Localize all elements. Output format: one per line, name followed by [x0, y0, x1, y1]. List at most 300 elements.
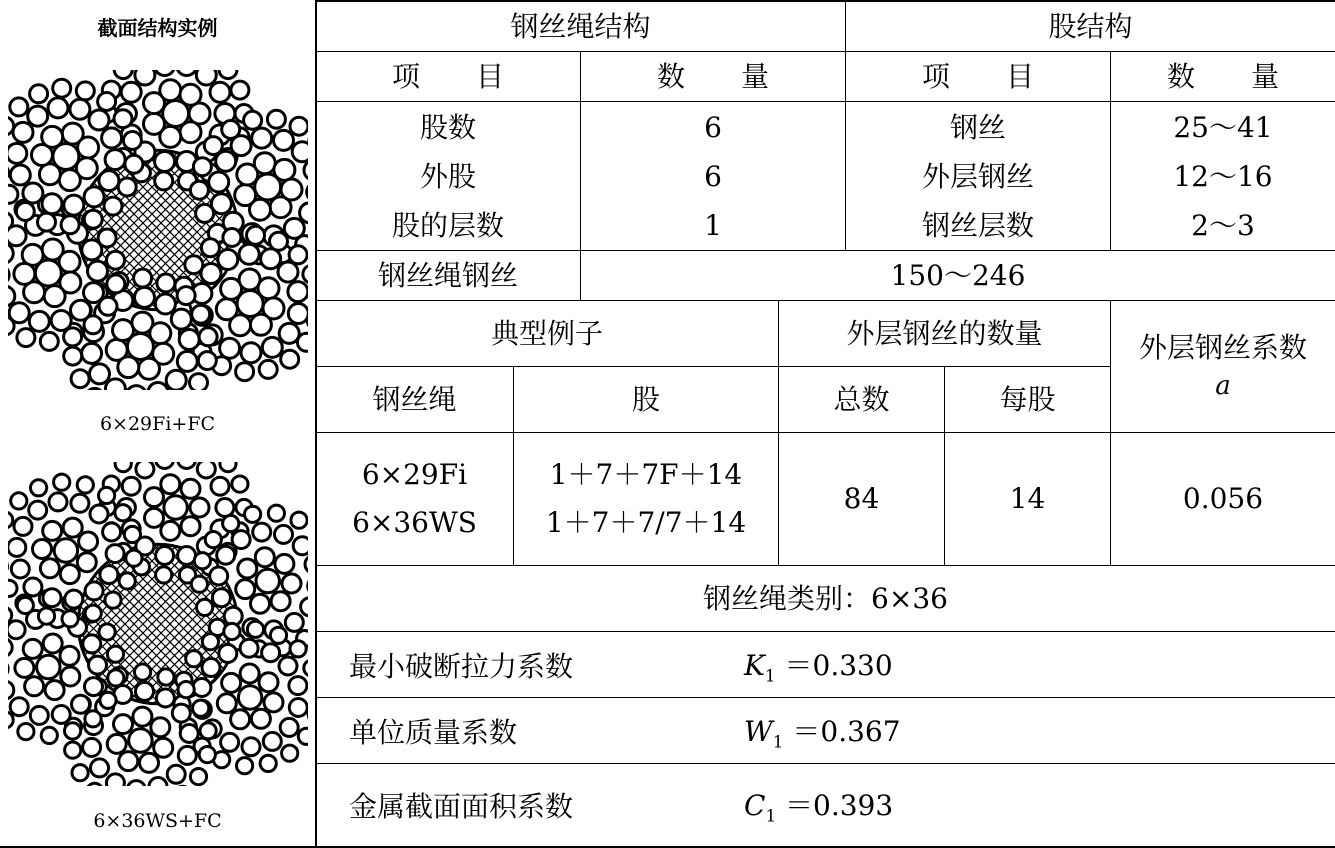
wire	[192, 305, 210, 323]
wire	[166, 370, 186, 390]
rope-structure-header: 钢丝绳结构	[510, 9, 651, 43]
wire	[262, 644, 280, 662]
wire	[60, 565, 79, 584]
wire	[253, 523, 271, 541]
example-per-strand: 14	[1009, 482, 1046, 516]
wire	[178, 746, 196, 764]
wire	[193, 158, 211, 176]
wire	[30, 706, 48, 724]
wire	[44, 286, 65, 307]
wire	[114, 715, 133, 734]
wire	[106, 545, 124, 563]
wire	[15, 658, 34, 677]
wire	[85, 605, 101, 621]
wire	[28, 106, 48, 126]
wire	[219, 70, 237, 79]
wire	[155, 152, 175, 172]
wire	[197, 462, 215, 478]
wire	[297, 333, 308, 351]
wire	[304, 160, 308, 180]
wire	[107, 734, 126, 753]
wire	[177, 287, 195, 305]
wire	[157, 274, 175, 292]
strand-structure-header: 股结构	[1048, 9, 1133, 43]
wire	[8, 712, 13, 728]
wire	[118, 357, 139, 378]
wire	[82, 343, 102, 363]
wire	[303, 265, 308, 283]
wire	[23, 639, 42, 658]
rope-wires-value: 150～246	[890, 258, 1026, 292]
example-total: 84	[843, 482, 880, 516]
wire	[259, 673, 278, 692]
wire	[136, 462, 154, 478]
wire	[211, 477, 229, 495]
wire	[292, 142, 308, 162]
strand-quantity: 2～3	[1191, 209, 1255, 243]
wire	[108, 670, 124, 686]
wire	[240, 639, 258, 657]
wire	[54, 539, 77, 562]
wire	[232, 531, 250, 549]
wire	[210, 567, 228, 585]
wire	[202, 659, 220, 677]
rope-item-header: 项 目	[391, 59, 504, 93]
wire	[151, 718, 170, 737]
cross-section-caption-1: 6×29Fi+FC	[99, 413, 216, 435]
wire	[235, 185, 256, 206]
wire	[105, 592, 121, 608]
wire	[155, 70, 175, 76]
wire	[274, 159, 295, 180]
wire	[224, 623, 240, 639]
wire	[278, 262, 298, 282]
wire	[161, 475, 180, 494]
wire	[100, 692, 116, 708]
coefficient-value: $K_1 =0.330$	[744, 648, 893, 686]
rope-quantity: 6	[704, 160, 722, 194]
wire	[29, 311, 49, 331]
wire	[126, 386, 146, 390]
wire	[99, 487, 115, 503]
wire	[185, 256, 203, 274]
wire	[190, 374, 208, 390]
wire	[8, 265, 9, 285]
wire	[212, 589, 230, 607]
wire	[256, 569, 279, 592]
per-strand-column-header: 每股	[999, 382, 1056, 416]
wire	[167, 765, 185, 783]
cross-section-caption-2: 6×36WS+FC	[93, 810, 222, 832]
wire	[64, 328, 82, 346]
wire	[8, 286, 15, 306]
wire	[222, 121, 240, 139]
wire	[160, 80, 181, 101]
wire	[288, 304, 308, 324]
wire	[139, 358, 160, 379]
outer-wire-coef-symbol: a	[1215, 370, 1231, 401]
wire	[291, 512, 307, 528]
wire	[88, 261, 108, 281]
wire	[107, 251, 125, 269]
wire	[115, 505, 131, 521]
wire	[171, 309, 191, 329]
wire	[236, 363, 254, 381]
wire	[281, 179, 302, 200]
rope-quantity-header: 数 量	[656, 59, 769, 93]
wire	[14, 263, 35, 284]
wire	[76, 82, 94, 100]
strand-column-header: 股	[631, 382, 660, 416]
outer-wire-count-header: 外层钢丝的数量	[846, 316, 1043, 350]
wire	[64, 347, 82, 365]
wire	[255, 548, 274, 567]
wire	[258, 278, 279, 299]
wire	[267, 110, 285, 128]
wire	[52, 706, 70, 724]
strand-item: 钢丝层数	[921, 209, 1034, 243]
example-strand: 1＋7＋7F＋14	[549, 458, 743, 492]
wire	[8, 143, 27, 163]
example-rope: 6×36WS	[352, 506, 477, 539]
wire	[113, 320, 134, 341]
wire	[77, 553, 96, 572]
rope-cross-section-1	[8, 70, 308, 390]
wire	[87, 783, 103, 786]
wire	[135, 70, 155, 85]
wire	[53, 79, 71, 97]
example-ropes	[316, 433, 513, 565]
wire	[221, 733, 239, 751]
wire	[84, 316, 102, 334]
wire	[205, 532, 221, 548]
wire	[70, 99, 90, 119]
outer-wire-coef-label: 外层钢丝系数	[1138, 331, 1307, 365]
wire	[145, 488, 164, 507]
wire	[16, 203, 34, 221]
wire	[33, 540, 52, 559]
wire	[40, 332, 58, 350]
wire	[99, 297, 117, 315]
wire	[149, 778, 167, 787]
wire	[63, 518, 82, 537]
wire	[156, 567, 172, 583]
wire	[293, 537, 308, 555]
wire	[218, 250, 238, 270]
wire	[197, 599, 213, 615]
wire	[217, 546, 235, 564]
wire	[219, 645, 237, 663]
wire	[79, 532, 98, 551]
rope-cross-section-2	[8, 462, 308, 786]
wire	[216, 299, 237, 320]
wire	[8, 117, 14, 135]
wire	[172, 704, 190, 722]
wire	[200, 723, 216, 739]
wire	[122, 477, 140, 495]
wire	[121, 82, 141, 102]
wire	[43, 589, 61, 607]
wire	[220, 462, 236, 472]
wire	[8, 538, 26, 556]
wire	[155, 294, 175, 314]
rope-item: 股的层数	[391, 209, 504, 243]
wire	[270, 232, 288, 250]
wire	[107, 275, 125, 293]
wire	[48, 98, 68, 118]
wire	[89, 656, 107, 674]
wire	[198, 352, 216, 370]
wire	[245, 506, 261, 522]
wire	[181, 517, 200, 536]
wire	[43, 521, 62, 540]
wire	[17, 329, 35, 347]
wire	[41, 727, 57, 743]
wire	[65, 590, 83, 608]
example-strands	[514, 433, 778, 565]
wire	[85, 711, 101, 727]
wire	[114, 110, 132, 128]
wire	[24, 578, 42, 596]
wire	[83, 635, 101, 653]
wire	[194, 553, 210, 569]
wire	[10, 98, 28, 116]
wire	[84, 210, 102, 228]
wire	[202, 634, 218, 650]
wire	[178, 682, 194, 698]
wire	[135, 287, 155, 307]
coefficient-row	[317, 764, 1335, 846]
wire	[238, 686, 261, 709]
rope-item: 外股	[419, 160, 476, 194]
wire	[31, 480, 47, 496]
wire	[11, 560, 29, 578]
wire	[91, 759, 109, 777]
wire	[59, 251, 80, 272]
wire	[129, 729, 152, 752]
wire	[119, 573, 135, 589]
wire	[25, 677, 44, 696]
wire	[99, 624, 115, 640]
wire	[86, 388, 104, 390]
wire	[279, 657, 297, 675]
coefficient-row	[317, 632, 1335, 697]
wire	[156, 689, 174, 707]
wire	[161, 521, 180, 540]
wire	[38, 608, 54, 624]
wire	[10, 698, 28, 716]
wire	[199, 747, 215, 763]
wire	[180, 122, 201, 143]
wire	[59, 170, 80, 191]
wire	[244, 111, 262, 129]
wire	[196, 204, 214, 222]
wire	[289, 699, 307, 717]
wire	[193, 700, 209, 716]
wire	[42, 126, 63, 147]
wire	[242, 738, 260, 756]
example-strand: 1＋7＋7/7＋14	[545, 506, 747, 539]
wire	[199, 328, 217, 346]
wire	[134, 269, 152, 287]
wire	[186, 651, 202, 667]
wire	[231, 81, 249, 99]
rope-category: 钢丝绳类别：6×36	[703, 581, 948, 615]
wire	[252, 128, 272, 148]
wire	[60, 646, 79, 665]
wire	[71, 370, 89, 388]
wire	[275, 525, 293, 543]
rope-column-header: 钢丝绳	[372, 382, 457, 416]
wire	[231, 710, 250, 729]
wire	[290, 641, 306, 657]
wire	[178, 462, 196, 469]
wire	[40, 559, 59, 578]
wire	[38, 213, 56, 231]
wire	[126, 550, 142, 566]
wire	[180, 725, 198, 743]
wire	[8, 607, 12, 623]
wire	[268, 505, 284, 521]
wire	[301, 598, 308, 616]
wire	[238, 559, 257, 578]
wire	[262, 337, 282, 357]
wire	[100, 566, 118, 584]
typical-examples-header: 典型例子	[490, 316, 603, 350]
wire	[135, 664, 151, 680]
wire	[289, 246, 307, 264]
cross-section-panel	[0, 0, 315, 848]
coefficient-label: 金属截面面积系数	[349, 790, 574, 823]
wire	[83, 738, 101, 756]
wire	[251, 709, 270, 728]
wire	[150, 323, 171, 344]
wire	[104, 197, 122, 215]
wire	[290, 117, 308, 135]
wire	[285, 613, 303, 631]
example-rope: 6×29Fi	[361, 458, 468, 492]
wire	[8, 512, 13, 528]
wire	[23, 183, 43, 203]
wire	[177, 351, 197, 371]
wire	[62, 611, 78, 627]
wire	[181, 479, 200, 498]
wire	[8, 621, 25, 639]
wire	[298, 728, 308, 744]
wire	[8, 681, 14, 699]
wire	[99, 171, 119, 191]
wire	[64, 195, 84, 215]
wire	[8, 212, 13, 230]
wire	[280, 718, 298, 736]
strand-quantity: 25～41	[1173, 111, 1273, 145]
wire	[263, 732, 281, 750]
wire	[123, 132, 141, 150]
wire	[260, 755, 276, 771]
coefficient-label: 最小破断拉力系数	[349, 649, 574, 683]
wire	[148, 383, 168, 391]
wire	[156, 462, 174, 469]
wire	[190, 498, 209, 517]
wire	[201, 239, 219, 257]
wire	[102, 128, 122, 148]
wire	[196, 70, 216, 85]
wire	[90, 364, 110, 384]
wire	[85, 678, 103, 696]
wire	[305, 555, 308, 573]
wire	[18, 724, 34, 740]
wire	[72, 695, 90, 713]
wire	[239, 244, 259, 264]
wire	[45, 681, 64, 700]
wire	[78, 137, 99, 158]
wire	[271, 592, 290, 611]
wire	[158, 669, 174, 685]
cross-section-title: 截面结构实例	[97, 16, 218, 40]
wire	[289, 677, 307, 695]
wire	[204, 137, 222, 155]
coefficient-row	[317, 698, 1335, 763]
wire	[98, 93, 116, 111]
wire	[251, 594, 270, 613]
wire	[136, 682, 154, 700]
wire	[236, 580, 255, 599]
wire	[180, 84, 201, 105]
wire	[61, 216, 79, 234]
wire	[11, 493, 27, 509]
wire	[270, 627, 286, 643]
wire	[106, 774, 124, 786]
strand-item: 钢丝	[949, 111, 1006, 145]
wire	[72, 765, 88, 781]
wire	[179, 330, 199, 350]
wire	[114, 70, 132, 79]
example-coef: 0.056	[1182, 482, 1264, 516]
wire	[127, 781, 145, 786]
coefficient-value: $W_1 =0.367$	[744, 714, 901, 752]
wire	[240, 664, 259, 683]
wire	[125, 155, 143, 173]
strand-item-header: 项 目	[921, 59, 1034, 93]
wire	[154, 738, 173, 757]
wire	[191, 576, 207, 592]
strand-quantity: 12～16	[1173, 160, 1273, 194]
wire	[90, 505, 108, 523]
wire	[222, 673, 241, 692]
wire	[190, 769, 206, 785]
wire	[85, 582, 103, 600]
wire	[124, 526, 140, 542]
wire	[145, 508, 164, 527]
wire	[115, 462, 131, 472]
wire	[133, 707, 152, 726]
wire	[307, 182, 308, 202]
wire	[264, 693, 283, 712]
wire	[37, 655, 60, 678]
outer-wire-coef-header	[1111, 301, 1335, 432]
wire	[107, 646, 123, 662]
rope-quantity: 6	[704, 111, 722, 145]
wire	[8, 317, 14, 335]
wire	[217, 694, 236, 713]
total-column-header: 总数	[833, 382, 890, 416]
wire	[288, 282, 308, 302]
wire	[42, 194, 62, 214]
wire	[232, 476, 248, 492]
wire	[17, 597, 33, 613]
wire	[190, 181, 208, 199]
wire	[259, 360, 277, 378]
